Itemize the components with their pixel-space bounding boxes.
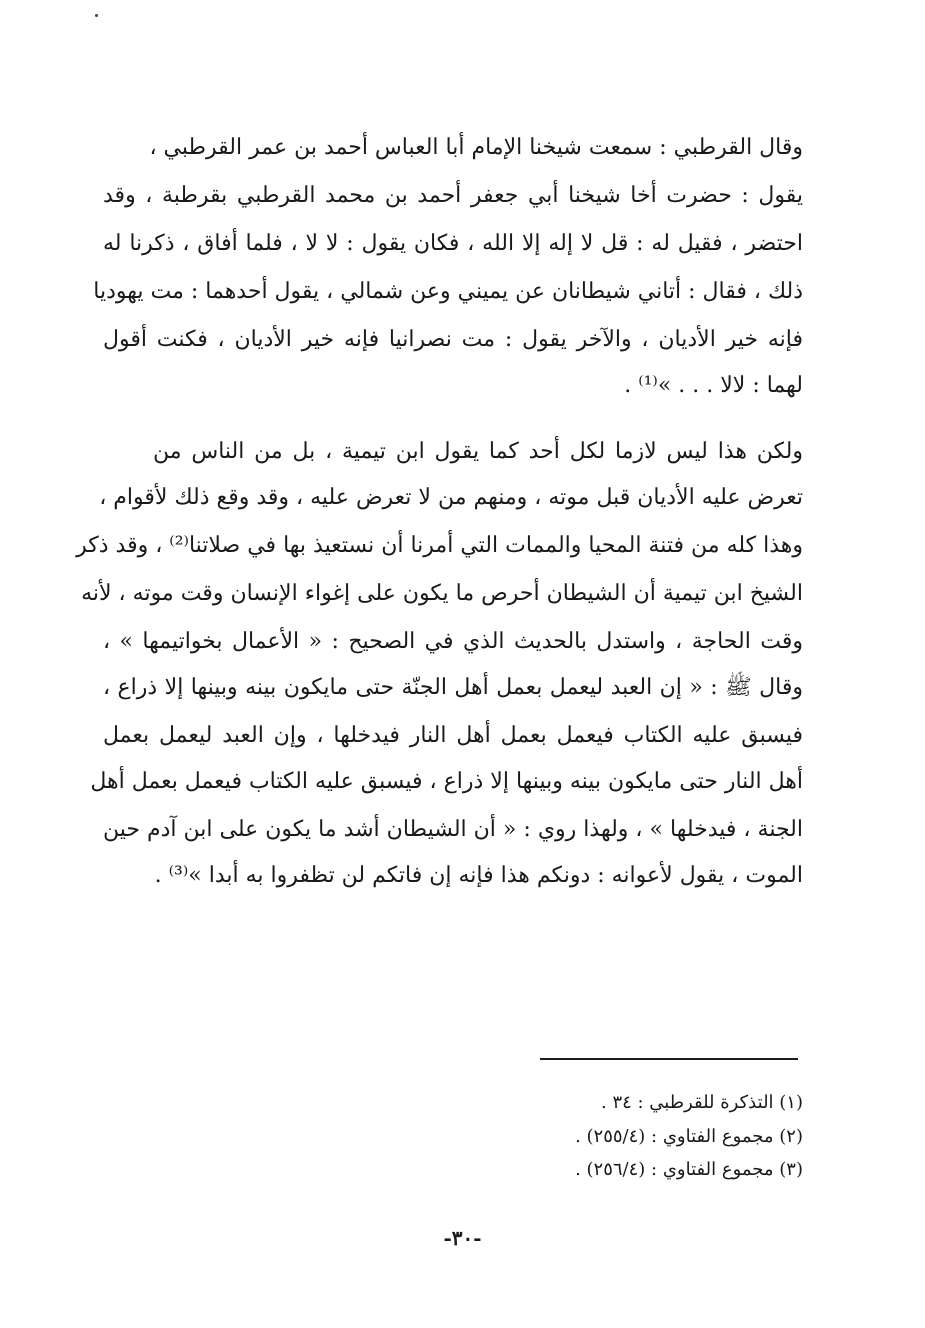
scan-speck xyxy=(95,14,98,17)
paragraph-2-line-2: تعرض عليه الأديان قبل موته ، ومنهم من لا تعرض عليه ، وقد وقع ذلك لأقوام ، xyxy=(99,485,803,510)
footnote-3: (٣) مجموع الفتاوي : (٢٥٦/٤) . xyxy=(575,1159,803,1180)
footnote-1: (١) التذكرة للقرطبي : ٣٤ . xyxy=(600,1092,803,1113)
paragraph-2-line-6: وقال ﷺ : « إن العبد ليعمل بعمل أهل الجنّة حتى مايكون بينه وبينها إلا ذراع ، xyxy=(103,675,803,700)
paragraph-1-line-4: ذلك ، فقال : أتاني شيطانان عن يميني وعن شمالي ، يقول أحدهما : مت يهوديا xyxy=(93,279,803,304)
footnote-separator xyxy=(540,1058,798,1060)
paragraph-1-line-1: وقال القرطبي : سمعت شيخنا الإمام أبا العباس أحمد بن عمر القرطبي ، xyxy=(149,135,803,160)
paragraph-2-line-4: الشيخ ابن تيمية أن الشيطان أحرص ما يكون على إغواء الإنسان وقت موته ، لأنه xyxy=(81,581,803,606)
paragraph-1-line-3: احتضر ، فقيل له : قل لا إله إلا الله ، فكان يقول : لا لا ، فلما أفاق ، ذكرنا له xyxy=(103,231,803,256)
footnote-2: (٢) مجموع الفتاوي : (٢٥٥/٤) . xyxy=(575,1126,803,1147)
paragraph-2-line-9: الجنة ، فيدخلها » ، ولهذا روي : « أن الشيطان أشد ما يكون على ابن آدم حين xyxy=(103,817,803,842)
paragraph-2-line-7: فيسبق عليه الكتاب فيعمل بعمل أهل النار فيدخلها ، وإن العبد ليعمل بعمل xyxy=(103,723,803,748)
paragraph-1-line-2: يقول : حضرت أخا شيخنا أبي جعفر أحمد بن محمد القرطبي بقرطبة ، وقد xyxy=(103,183,803,208)
paragraph-2-line-1: ولكن هذا ليس لازما لكل أحد كما يقول ابن تيمية ، بل من الناس من xyxy=(153,439,803,464)
paragraph-2-line-10: الموت ، يقول لأعوانه : دونكم هذا فإنه إن فاتكم لن تظفروا به أبدا »⁽³⁾ . xyxy=(154,863,803,888)
page-number: -٣٠- xyxy=(443,1226,482,1250)
paragraph-1-line-6: لهما : لالا . . . »⁽¹⁾ . xyxy=(624,373,803,398)
paragraph-2-line-8: أهل النار حتى مايكون بينه وبينها إلا ذراع ، فيسبق عليه الكتاب فيعمل بعمل أهل xyxy=(90,769,803,794)
paragraph-1-line-5: فإنه خير الأديان ، والآخر يقول : مت نصرانيا فإنه خير الأديان ، فكنت أقول xyxy=(103,327,803,352)
paragraph-2-line-3: وهذا كله من فتنة المحيا والممات التي أمرنا أن نستعيذ بها في صلاتنا⁽²⁾ ، وقد ذكر xyxy=(76,533,803,558)
paragraph-2-line-5: وقت الحاجة ، واستدل بالحديث الذي في الصحيح : « الأعمال بخواتيمها » ، xyxy=(103,629,803,654)
